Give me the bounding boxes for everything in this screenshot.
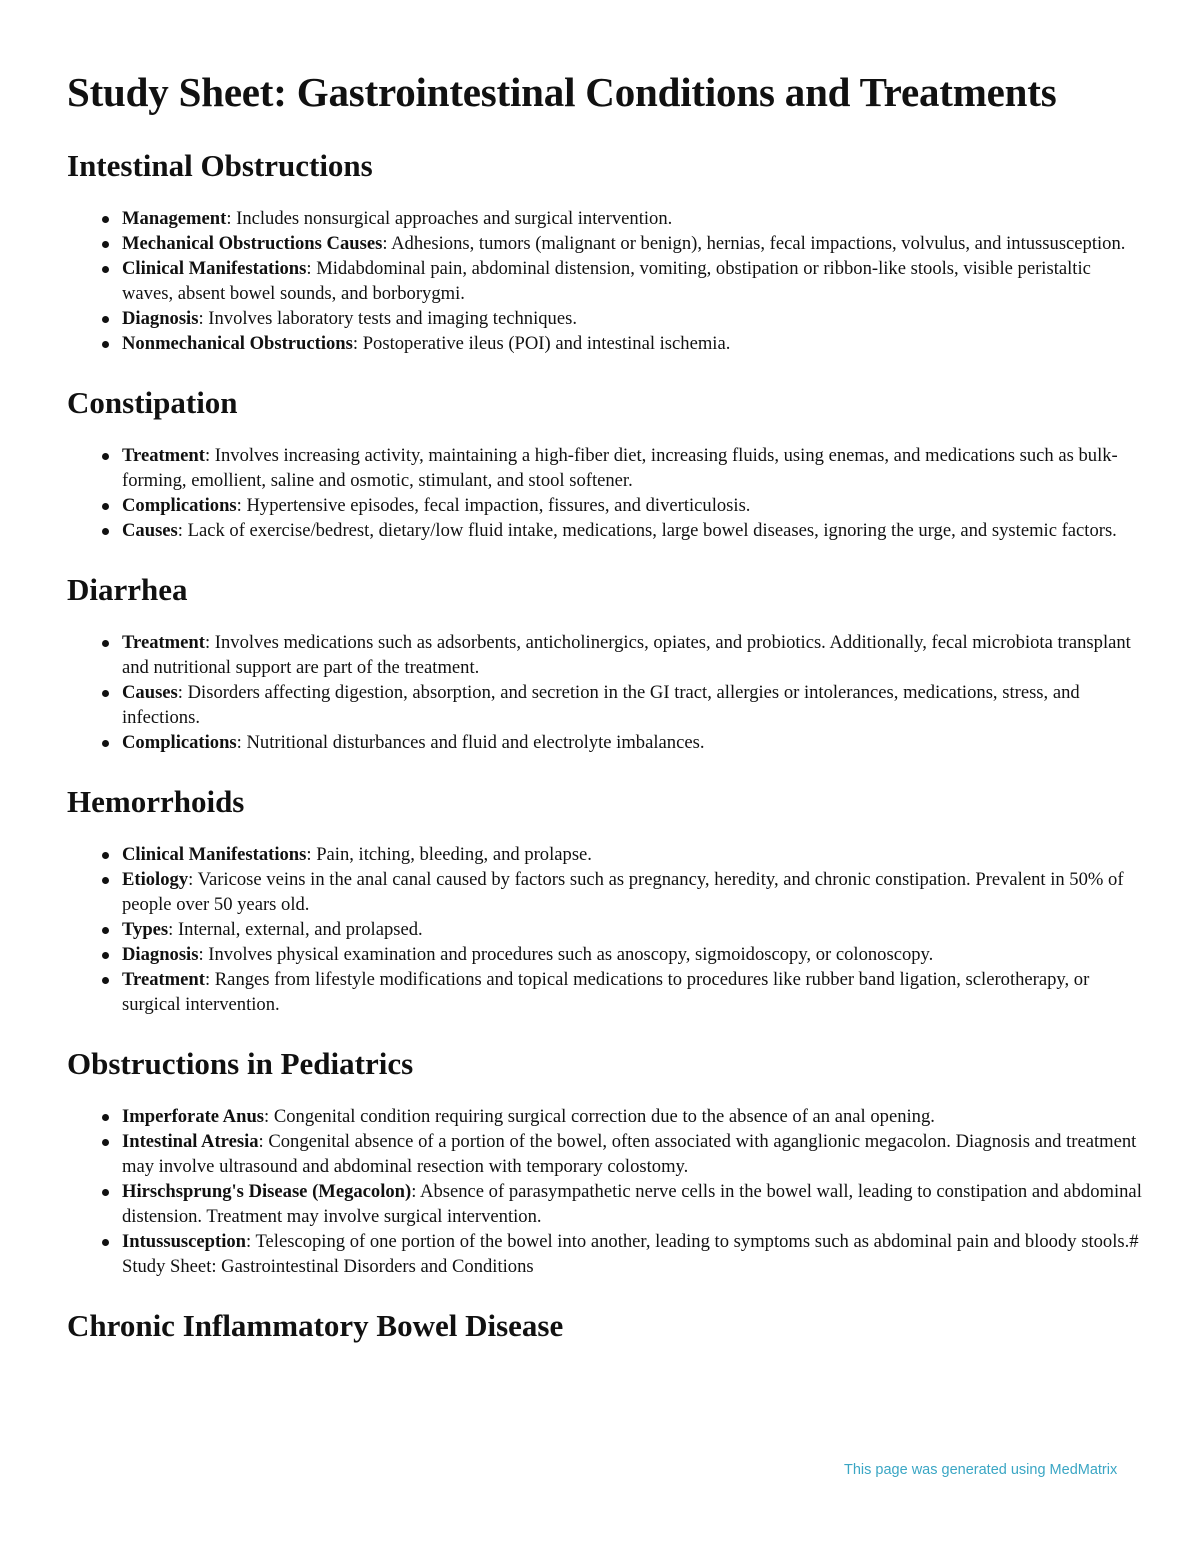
list-item	[122, 1129, 1142, 1179]
bullet-list	[67, 842, 1142, 1017]
section-heading: Diarrhea	[67, 572, 188, 607]
item-term: Mechanical Obstructions Causes	[122, 233, 383, 254]
list-item	[122, 967, 1142, 1017]
list-item	[122, 1179, 1142, 1229]
item-description: : Internal, external, and prolapsed.	[168, 919, 423, 940]
list-item	[122, 917, 1142, 942]
item-description: : Ranges from lifestyle modifications and topical medications to procedures like rubber band ligation, sclerotherapy, or surgical intervention.	[122, 969, 1090, 1015]
section-heading: Intestinal Obstructions	[67, 148, 373, 183]
item-term: Complications	[122, 732, 237, 753]
item-term: Diagnosis	[122, 944, 199, 965]
sections-container	[67, 148, 1142, 1344]
item-description: : Absence of parasympathetic nerve cells in the bowel wall, leading to constipation and abdominal distension. Treatment may involve surgical intervention.	[122, 1181, 1142, 1227]
bullet-list	[67, 443, 1142, 543]
list-item	[122, 942, 1142, 967]
item-term: Management	[122, 208, 227, 229]
item-term: Treatment	[122, 632, 205, 653]
list-item	[122, 867, 1142, 917]
item-term: Intussusception	[122, 1231, 247, 1252]
item-description: : Includes nonsurgical approaches and surgical intervention.	[226, 208, 673, 229]
item-term: Etiology	[122, 869, 189, 890]
section-heading: Constipation	[67, 385, 238, 420]
item-term: Nonmechanical Obstructions	[122, 333, 353, 354]
item-description: : Postoperative ileus (POI) and intestinal ischemia.	[352, 333, 731, 354]
page-title: Study Sheet: Gastrointestinal Conditions and Treatments	[67, 69, 1057, 115]
item-description: : Pain, itching, bleeding, and prolapse.	[306, 844, 592, 865]
item-term: Complications	[122, 495, 237, 516]
item-term: Intestinal Atresia	[122, 1131, 259, 1152]
item-description: : Involves increasing activity, maintaining a high-fiber diet, increasing fluids, using enemas, and medications such as bulk-forming, emollient, saline and osmotic, stimulant, and stool softener.	[122, 445, 1118, 491]
section-heading: Chronic Inflammatory Bowel Disease	[67, 1308, 564, 1343]
item-term: Causes	[122, 520, 178, 541]
item-description: : Telescoping of one portion of the bowel into another, leading to symptoms such as abdominal pain and bloody stools.# Study Sheet: Gastrointestinal Disorders and Conditions	[122, 1231, 1139, 1277]
list-item	[122, 306, 1142, 331]
item-description: : Congenital absence of a portion of the bowel, often associated with aganglionic megacolon. Diagnosis and treatment may involve ultrasound and abdominal resection with temporary colostomy.	[122, 1131, 1137, 1177]
list-item	[122, 518, 1142, 543]
item-term: Causes	[122, 682, 178, 703]
list-item	[122, 680, 1142, 730]
item-description: : Varicose veins in the anal canal caused by factors such as pregnancy, heredity, and chronic constipation. Prevalent in 50% of people over 50 years old.	[122, 869, 1124, 915]
section-heading: Obstructions in Pediatrics	[67, 1046, 414, 1081]
section-heading: Hemorrhoids	[67, 784, 245, 819]
item-term: Imperforate Anus	[122, 1106, 265, 1127]
item-description: : Nutritional disturbances and fluid and electrolyte imbalances.	[236, 732, 705, 753]
list-item	[122, 842, 1142, 867]
item-term: Clinical Manifestations	[122, 844, 307, 865]
generated-by-note: This page was generated using MedMatrix	[844, 1462, 1118, 1478]
item-description: : Adhesions, tumors (malignant or benign), hernias, fecal impactions, volvulus, and intussusception.	[382, 233, 1126, 254]
item-description: : Involves physical examination and procedures such as anoscopy, sigmoidoscopy, or colonoscopy.	[198, 944, 934, 965]
item-term: Types	[122, 919, 169, 940]
item-description: : Lack of exercise/bedrest, dietary/low fluid intake, medications, large bowel diseases, ignoring the urge, and systemic factors.	[177, 520, 1117, 541]
list-item	[122, 331, 1142, 356]
bullet-list	[67, 1104, 1142, 1279]
item-term: Treatment	[122, 969, 205, 990]
item-term: Diagnosis	[122, 308, 199, 329]
list-item	[122, 231, 1142, 256]
list-item	[122, 443, 1142, 493]
item-description: : Involves medications such as adsorbents, anticholinergics, opiates, and probiotics. Additionally, fecal microbiota transplant and nutritional support are part of the treatment.	[122, 632, 1131, 678]
item-description: : Midabdominal pain, abdominal distension, vomiting, obstipation or ribbon-like stools, visible peristaltic waves, absent bowel sounds, and borborygmi.	[122, 258, 1091, 304]
item-term: Treatment	[122, 445, 205, 466]
list-item	[122, 256, 1142, 306]
list-item	[122, 730, 1142, 755]
item-description: : Congenital condition requiring surgical correction due to the absence of an anal opening.	[264, 1106, 935, 1127]
item-description: : Involves laboratory tests and imaging techniques.	[198, 308, 577, 329]
list-item	[122, 1229, 1142, 1279]
document-page	[67, 66, 1142, 1366]
item-term: Hirschsprung's Disease (Megacolon)	[122, 1181, 412, 1202]
item-term: Clinical Manifestations	[122, 258, 307, 279]
list-item	[122, 493, 1142, 518]
bullet-list	[67, 630, 1142, 755]
item-description: : Disorders affecting digestion, absorption, and secretion in the GI tract, allergies or intolerances, medications, stress, and infections.	[122, 682, 1080, 728]
list-item	[122, 630, 1142, 680]
bullet-list	[67, 206, 1142, 356]
list-item	[122, 1104, 1142, 1129]
list-item	[122, 206, 1142, 231]
item-description: : Hypertensive episodes, fecal impaction, fissures, and diverticulosis.	[236, 495, 751, 516]
